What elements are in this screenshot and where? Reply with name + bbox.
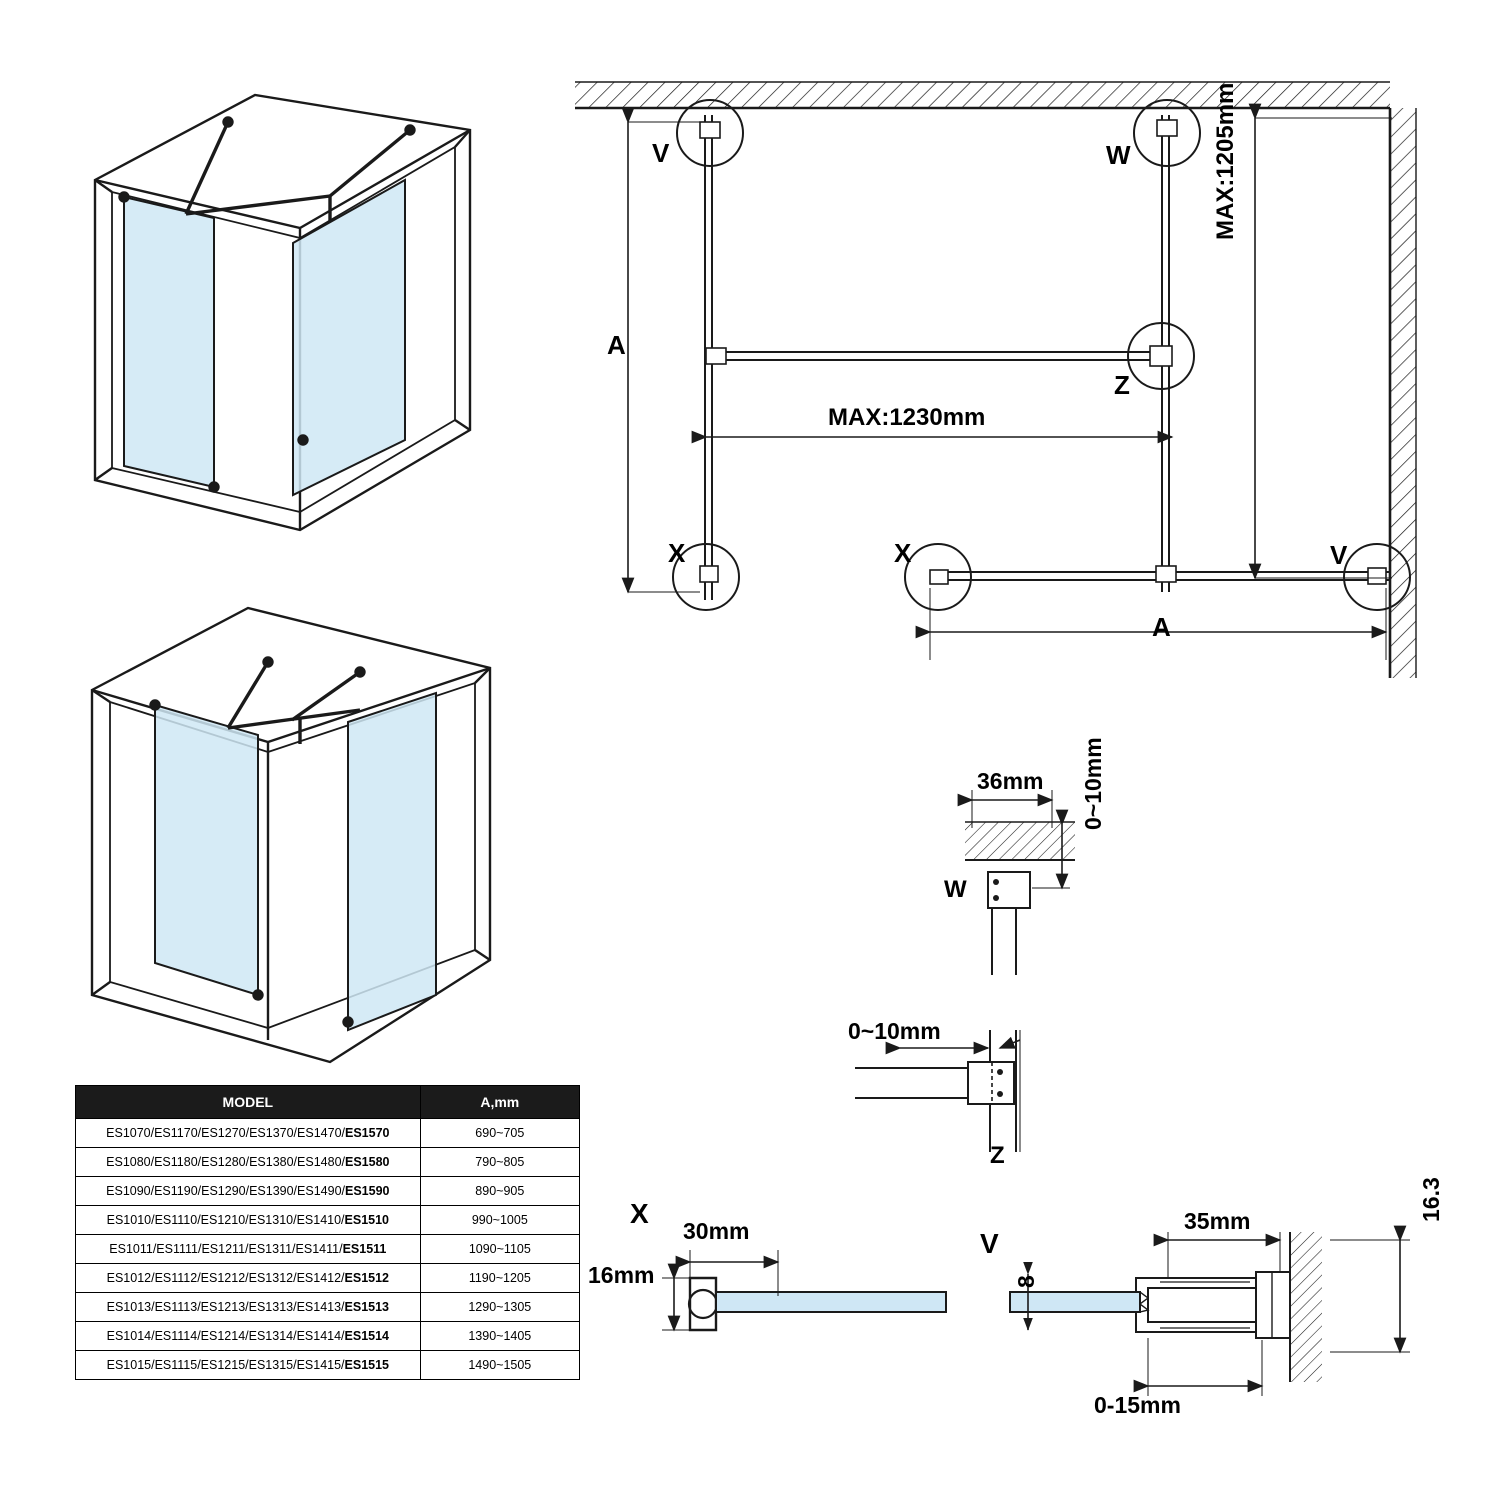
detail-w-gap: 0~10mm	[1080, 737, 1106, 830]
detail-x-height: 16mm	[588, 1262, 655, 1288]
model-table	[75, 1085, 580, 1380]
model-list: ES1010/ES1110/ES1210/ES1310/ES1410/	[106, 1213, 345, 1227]
plan-dim-a-left: A	[607, 330, 626, 360]
model-highlight: ES1513	[344, 1300, 390, 1314]
cell-a-value: 1190~1205	[420, 1264, 579, 1293]
model-list: ES1080/ES1180/ES1280/ES1380/ES1480/	[106, 1155, 345, 1169]
detail-x-width: 30mm	[683, 1218, 750, 1244]
plan-dim-a-bottom: A	[1152, 612, 1171, 642]
iso-view-2	[92, 608, 490, 1062]
detail-v-label: V	[980, 1228, 999, 1259]
cell-model	[76, 1206, 421, 1235]
cell-a-value: 1290~1305	[420, 1293, 579, 1322]
model-list: ES1012/ES1112/ES1212/ES1312/ES1412/	[106, 1271, 345, 1285]
table-header-row	[76, 1086, 580, 1119]
model-highlight: ES1510	[344, 1213, 390, 1227]
detail-v-adjust: 0-15mm	[1094, 1392, 1181, 1418]
plan-label-x-bottom: X	[894, 538, 912, 568]
table-row	[76, 1177, 580, 1206]
detail-v-glass-thickness: 8	[1013, 1275, 1039, 1288]
plan-max-width: MAX:1230mm	[828, 404, 986, 431]
model-list: ES1013/ES1113/ES1213/ES1313/ES1413/	[106, 1300, 345, 1314]
model-highlight: ES1570	[345, 1126, 390, 1140]
table-row	[76, 1235, 580, 1264]
table-row	[76, 1119, 580, 1148]
model-highlight: ES1512	[344, 1271, 390, 1285]
cell-model	[76, 1148, 421, 1177]
cell-model	[76, 1264, 421, 1293]
cell-a-value: 790~805	[420, 1148, 579, 1177]
table-row	[76, 1206, 580, 1235]
model-list: ES1090/ES1190/ES1290/ES1390/ES1490/	[106, 1184, 345, 1198]
table-row	[76, 1264, 580, 1293]
plan-view	[575, 82, 1416, 678]
model-highlight: ES1514	[344, 1329, 390, 1343]
model-list: ES1011/ES1111/ES1211/ES1311/ES1411/	[109, 1242, 343, 1256]
cell-a-value: 990~1005	[420, 1206, 579, 1235]
detail-w-label: W	[944, 876, 967, 903]
model-list: ES1015/ES1115/ES1215/ES1315/ES1415/	[106, 1358, 345, 1372]
detail-z	[855, 1030, 1020, 1152]
cell-a-value: 1390~1405	[420, 1322, 579, 1351]
detail-w	[965, 790, 1075, 975]
detail-v-height: 16.3	[1418, 1177, 1444, 1222]
detail-w-width: 36mm	[977, 768, 1044, 794]
model-list: ES1014/ES1114/ES1214/ES1314/ES1414/	[106, 1329, 345, 1343]
plan-max-height: MAX:1205mm	[1212, 82, 1239, 240]
cell-a-value: 1090~1105	[420, 1235, 579, 1264]
detail-z-label: Z	[990, 1142, 1005, 1169]
detail-v-width: 35mm	[1184, 1208, 1251, 1234]
model-highlight: ES1590	[345, 1184, 390, 1198]
cell-a-value: 690~705	[420, 1119, 579, 1148]
detail-v	[1010, 1232, 1410, 1396]
model-highlight: ES1580	[345, 1155, 390, 1169]
cell-model	[76, 1322, 421, 1351]
table-row	[76, 1322, 580, 1351]
cell-model	[76, 1293, 421, 1322]
table-row	[76, 1351, 580, 1380]
plan-label-v-bottom: V	[1330, 540, 1348, 570]
plan-label-w-top: W	[1106, 140, 1131, 170]
detail-x	[662, 1250, 946, 1330]
model-highlight: ES1515	[344, 1358, 390, 1372]
table-row	[76, 1293, 580, 1322]
plan-label-x-left: X	[668, 538, 686, 568]
model-list: ES1070/ES1170/ES1270/ES1370/ES1470/	[106, 1126, 345, 1140]
cell-a-value: 890~905	[420, 1177, 579, 1206]
table-body	[76, 1119, 580, 1380]
col-header-a: A,mm	[420, 1086, 579, 1119]
cell-model	[76, 1119, 421, 1148]
cell-model	[76, 1177, 421, 1206]
cell-model	[76, 1351, 421, 1380]
col-header-model: MODEL	[76, 1086, 421, 1119]
plan-label-z: Z	[1114, 370, 1130, 400]
detail-z-gap: 0~10mm	[848, 1018, 941, 1044]
plan-label-v-top: V	[652, 138, 670, 168]
cell-model	[76, 1235, 421, 1264]
iso-view-1	[95, 95, 470, 530]
detail-x-label: X	[630, 1198, 649, 1229]
table-row	[76, 1148, 580, 1177]
model-highlight: ES1511	[342, 1242, 387, 1256]
cell-a-value: 1490~1505	[420, 1351, 579, 1380]
